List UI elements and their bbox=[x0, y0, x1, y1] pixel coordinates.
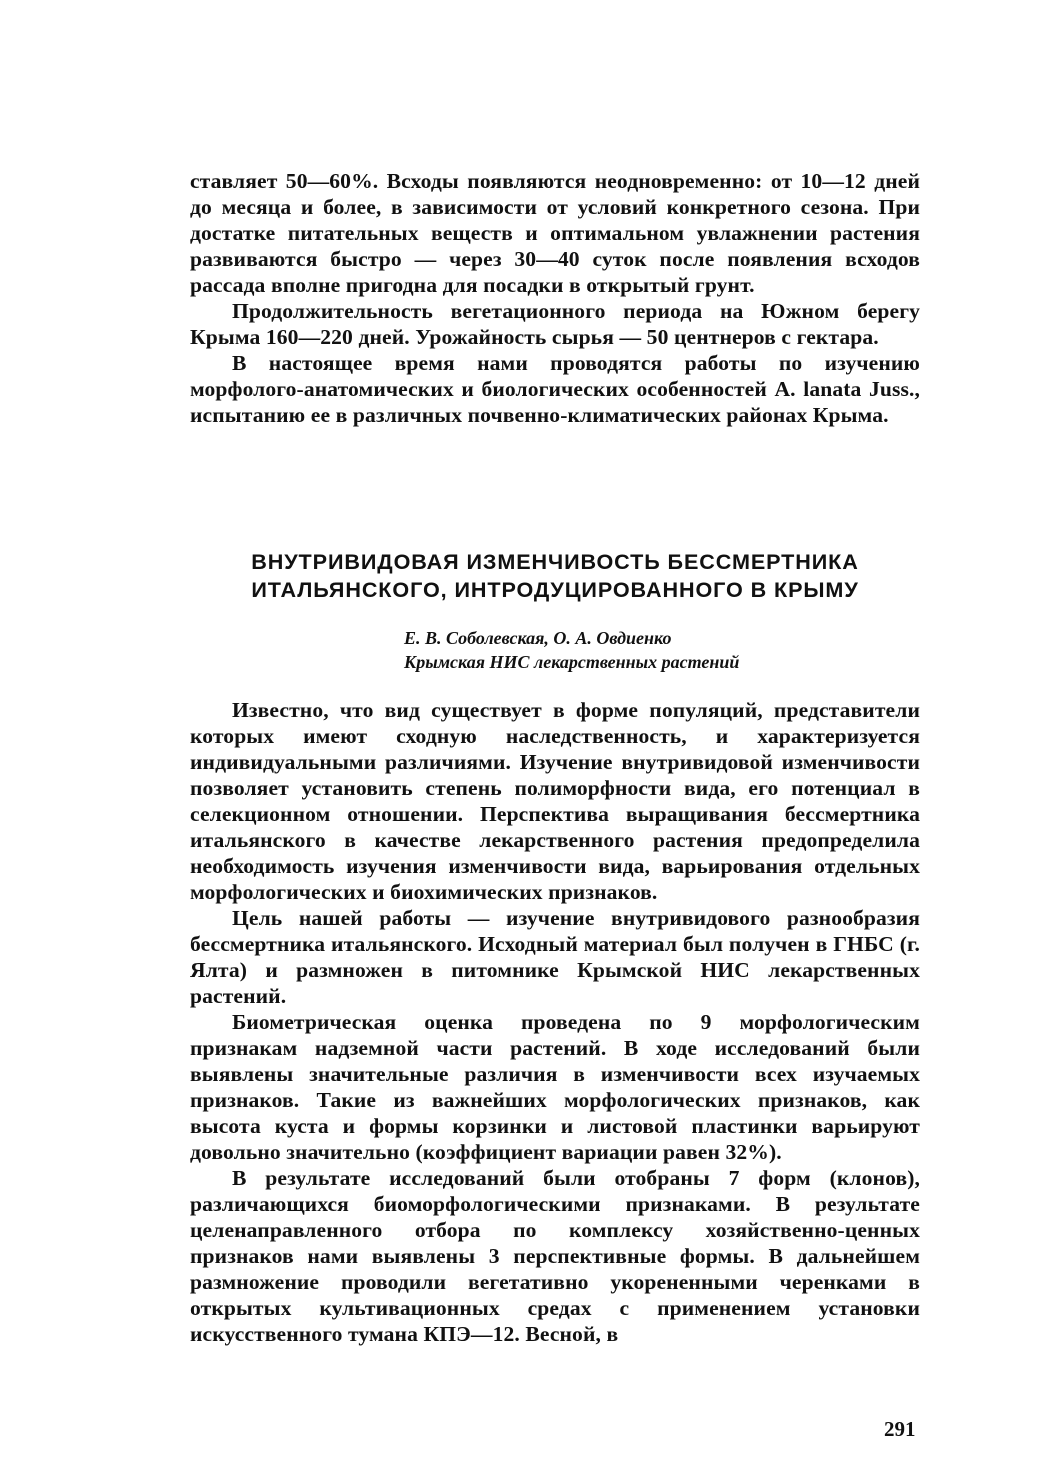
page-number: 291 bbox=[884, 1417, 916, 1441]
article-title-line-1: ВНУТРИВИДОВАЯ ИЗМЕНЧИВОСТЬ БЕССМЕРТНИКА bbox=[251, 549, 859, 574]
article-title bbox=[190, 548, 920, 604]
article-affiliation: Крымская НИС лекарственных растений bbox=[404, 652, 740, 672]
article-paragraph-3: Биометрическая оценка проведена по 9 морфологическим признакам надземной части растений. В ходе исследований были выявлены значительные различия в изменчивости всех изучаемых признаков. Такие из важнейших морфологических признаков, как высота куста и формы корзинки и листовой пластинки варьируют довольно значительно (коэффициент вариации равен 32%). bbox=[190, 1010, 920, 1164]
article-paragraph-1: Известно, что вид существует в форме популяций, представители которых имеют сходную наследственность, и характеризуется индивидуальными различиями. Изучение внутривидовой изменчивости позволяет установить степень полиморфности вида, его потенциал в селекционном отношении. Перспектива выращивания бессмертника итальянского в качестве лекарственного растения предопределила необходимость изучения изменчивости вида, варьирования отдельных морфологических и биохимических признаков. bbox=[190, 698, 920, 904]
intro-paragraph-3: В настоящее время нами проводятся работы по изучению морфолого-анатомических и биологических особенностей A. lanata Juss., испытанию ее в различных почвенно-климатических районах Крыма. bbox=[190, 351, 920, 427]
article-body bbox=[190, 697, 920, 1347]
intro-paragraph-2: Продолжительность вегетационного периода на Южном берегу Крыма 160—220 дней. Урожайность сырья — 50 центнеров с гектара. bbox=[190, 299, 920, 349]
article-title-line-2: ИТАЛЬЯНСКОГО, ИНТРОДУЦИРОВАННОГО В КРЫМУ bbox=[251, 577, 859, 602]
article-paragraph-2: Цель нашей работы — изучение внутривидового разнообразия бессмертника итальянского. Исходный материал был получен в ГНБС (г. Ялта) и размножен в питомнике Крымской НИС лекарственных растений. bbox=[190, 906, 920, 1008]
article-paragraph-4: В результате исследований были отобраны 7 форм (клонов), различающихся биоморфологическими признаками. В результате целенаправленного отбора по комплексу хозяйственно-ценных признаков нами выявлены 3 перспективные формы. В дальнейшем размножение проводили вегетативно укорененными черенками в открытых культивационных средах с применением установки искусственного тумана КПЭ—12. Весной, в bbox=[190, 1166, 920, 1346]
article-authors: Е. В. Соболевская, О. А. Овдиенко bbox=[404, 628, 672, 648]
article-byline bbox=[404, 626, 884, 674]
intro-text-block bbox=[190, 168, 920, 428]
intro-paragraph-1: ставляет 50—60%. Всходы появляются неодновременно: от 10—12 дней до месяца и более, в зависимости от условий конкретного сезона. При достатке питательных веществ и оптимальном увлажнении растения развиваются быстро — через 30—40 суток после появления всходов рассада вполне пригодна для посадки в открытый грунт. bbox=[190, 169, 920, 297]
